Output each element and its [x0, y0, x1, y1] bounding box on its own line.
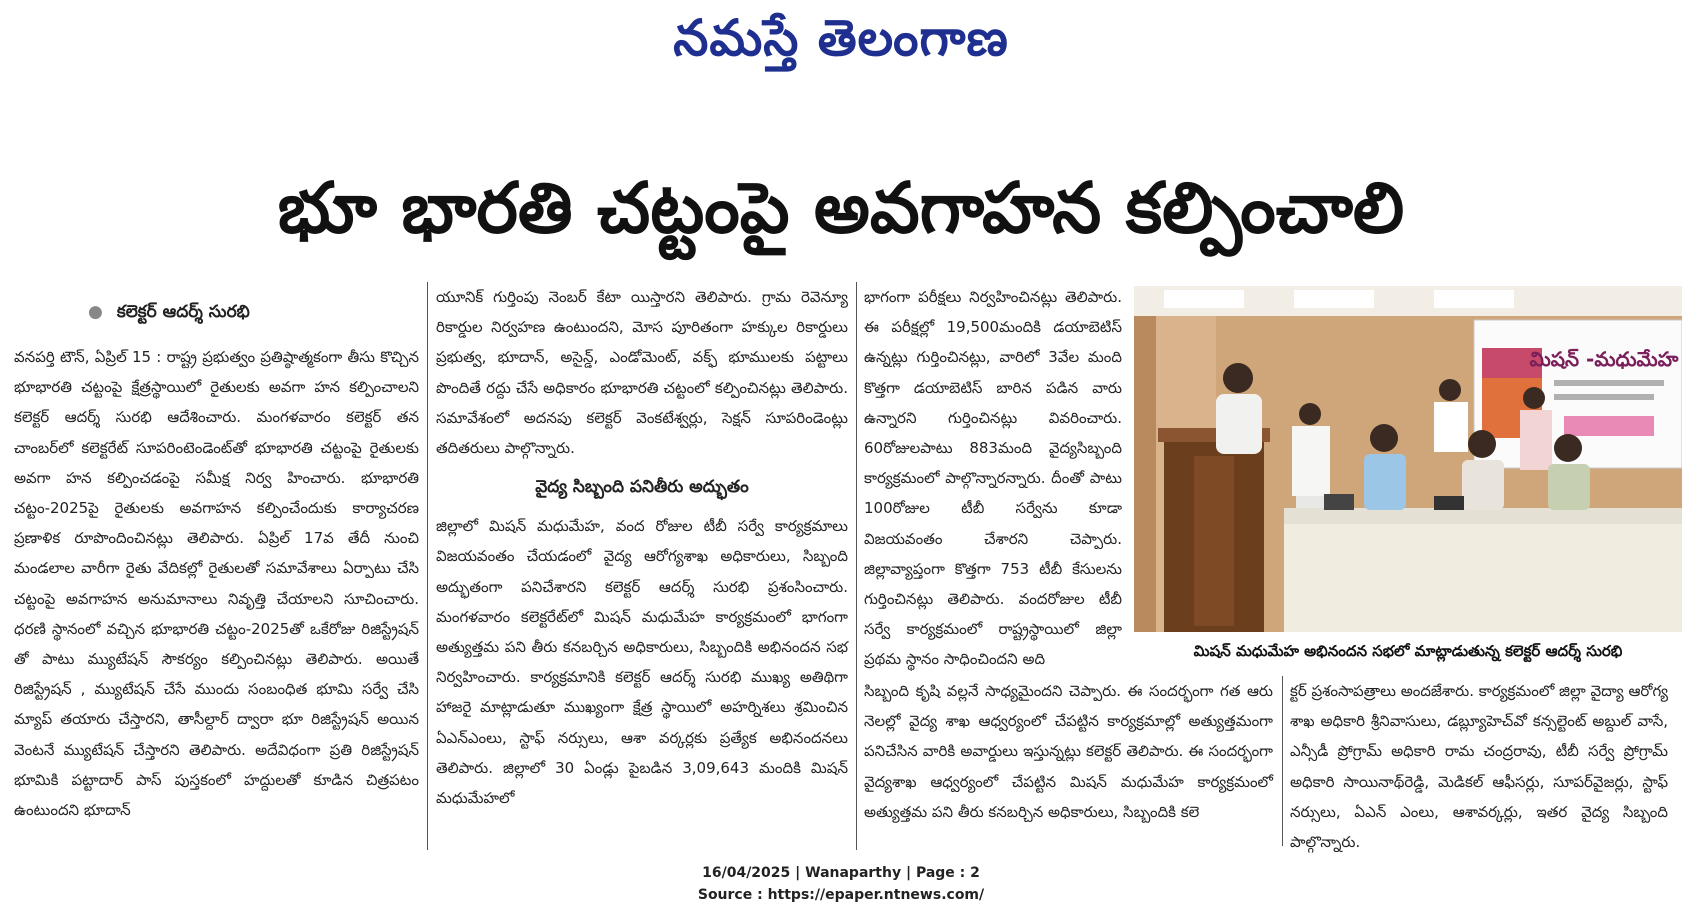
newspaper-masthead: నమస్తే తెలంగాణ — [673, 8, 1009, 67]
column-3b-text: సిబ్బంది కృషి వల్లనే సాధ్యమైందని చెప్పారు. ఈ సందర్భంగా గత ఆరు నెలల్లో వైద్య శాఖ ఆధ్వర్యంలో చేపట్టిన కార్యక్రమాల్లో అత్యుత్తమంగా పనిచేసిన వారికి అవార్డులు ఇస్తున్నట్లు కలెక్టర్ తెలిపారు. ఈ సందర్భంగా వైద్యశాఖ ఆధ్వర్యంలో చేపట్టిన మిషన్ మధుమేహ కార్యక్రమంలో అత్యుత్తమ పని తీరు కనబర్చిన అధికారులు, సిబ్బందికి కలె — [864, 682, 1273, 821]
column-2-top-text: యూనిక్ గుర్తింపు నెంబర్ కేటా యిస్తారని తెలిపారు. గ్రామ రెవెన్యూ రికార్డుల నిర్వహణ ఉంటుందని, మోస పూరితంగా హక్కుల రికార్డులు ప్రభుత్వ, భూదాన్, అసైన్డ్, ఎండోమెంట్, వక్ఫ్ భూములకు పట్టాలు పొందితే రద్దు చేసే అధికారం భూభారతి చట్టంలో కల్పించినట్లు తెలిపారు. సమావేశంలో అదనపు కలెక్టర్ వెంకటేశ్వర్లు, సెక్షన్ సూపరిండెంట్లు తదితరులు పాల్గొన్నారు. — [436, 288, 848, 458]
column-2-bottom-text: జిల్లాలో మిషన్ మధుమేహ, వంద రోజుల టీబీ సర్వే కార్యక్రమాలు విజయవంతం చేయడంలో వైద్య ఆరోగ్యశాఖ అధికారులు, సిబ్బంది అద్భుతంగా పనిచేశారని కలెక్టర్ ఆదర్శ్ సురభి ప్రశంసించారు. మంగళవారం కలెక్టరేట్‌లో మిషన్ మధుమేహ కార్యక్రమంలో భాగంగా అత్యుత్తమ పని తీరు కనబర్చిన అధికారులు, సిబ్బందికి అభినందన సభ నిర్వహించారు. కార్యక్రమానికి కలెక్టర్ ఆదర్శ్ సురభి ముఖ్య అతిథిగా హాజరై మాట్లాడుతూ ముఖ్యంగా క్షేత్ర స్థాయిలో అహర్నిశలు శ్రమించిన ఏఎన్‌ఎంలు, స్టాఫ్ నర్సులు, ఆశా వర్కర్లకు ప్రత్యేక అభినందనలు తెలిపారు. జిల్లాలో 30 ఏండ్లు పైబడిన 3,09,643 మందికి మిషన్ మధుమేహలో — [436, 517, 848, 808]
article-column-3-continued — [864, 676, 1273, 846]
source-link[interactable]: Source : https://epaper.ntnews.com/ — [697, 887, 985, 903]
event-photo-illustration — [1134, 286, 1682, 632]
article-column-4 — [1290, 676, 1668, 852]
column-4-text: క్టర్ ప్రశంసాపత్రాలు అందజేశారు. కార్యక్రమంలో జిల్లా వైద్యా ఆరోగ్య శాఖ అధికారి శ్రీనివాసులు, డబ్ల్యూహెచ్‌వో కన్సల్టెంట్ అబ్దుల్ వాసే, ఎన్సీడీ ప్రోగ్రామ్ అధికారి రామ చంద్రరావు, టీబీ సర్వే ప్రోగ్రామ్ అధికారి సాయినాథ్‌రెడ్డి, మెడికల్ ఆఫీసర్లు, సూపర్‌వైజర్లు, స్టాఫ్ నర్సులు, ఏఎన్ ఎంలు, ఆశావర్కర్లు, ఇతర వైద్య సిబ్బంది పాల్గొన్నారు. — [1290, 682, 1668, 852]
article-column-2 — [436, 282, 848, 847]
page-footer — [0, 862, 1682, 906]
byline — [14, 282, 419, 342]
byline-text: కలెక్టర్ ఆదర్శ్ సురభి — [116, 302, 250, 322]
column-divider — [1282, 676, 1283, 846]
column-1-text: వనపర్తి టౌన్, ఏప్రిల్ 15 : రాష్ట్ర ప్రభుత్వం ప్రతిష్ఠాత్మకంగా తీసు కొచ్చిన భూభారతి చట్టంపై క్షేత్రస్థాయిలో రైతులకు అవగా హన కల్పించాలని కలెక్టర్ ఆదర్శ్ సురభి ఆదేశించారు. మంగళవారం కలెక్టర్ తన చాంబర్‌లో కలెక్టరేట్ సూపరింటెండెంట్‌తో భూభారతి చట్టంపై రైతులకు అవగా హన కల్పించడంపై సమీక్ష నిర్వ హించారు. భూభారతి చట్టం-2025పై రైతులకు అవగాహన కల్పించేందుకు కార్యాచరణ ప్రణాళిక రూపొందించినట్లు తెలిపారు. ఏప్రిల్ 17వ తేదీ నుంచి మండలాల వారీగా రైతు వేదికల్లో రైతులతో సమావేశాలు ఏర్పాటు చేసి చట్టంపై అవగాహన అనుమానాలు నివృత్తి చేయాలని సూచించారు. ధరణి స్థానంలో వచ్చిన భూభారతి చట్టం-2025తో ఒకేరోజు రిజిస్ట్రేషన్ తో పాటు మ్యుటేషన్ సౌకర్యం కల్పించినట్లు తెలిపారు. అయితే రిజిస్ట్రేషన్ , మ్యుటేషన్ చేసే ముందు సంబంధిత భూమి సర్వే చేసి మ్యాప్ తయారు చేస్తారని, తాసీల్దార్ ద్వారా భూ రిజిస్ట్రేషన్ అయిన వెంటనే మ్యుటేషన్ చేస్తారని తెలిపారు. అదేవిధంగా ప్రతి రిజిస్ట్రేషన్ భూమికి పట్టాదార్ పాస్ పుస్తకంలో హద్దులతో కూడిన చిత్రపటం ఉంటుందని భూదాన్ — [14, 348, 419, 820]
photo-caption: మిషన్ మధుమేహ అభినందన సభలో మాట్లాడుతున్న కలెక్టర్ ఆదర్శ్ సురభి — [1193, 642, 1623, 660]
banner-title: మిషన్ -మధుమేహ — [1529, 347, 1679, 371]
column-divider — [856, 282, 857, 850]
article-column-1 — [14, 282, 419, 847]
edition-info: 16/04/2025 | Wanaparthy | Page : 2 — [702, 865, 980, 881]
bullet-icon: ● — [88, 302, 103, 322]
article-column-3 — [864, 282, 1122, 669]
column-3-text: భాగంగా పరీక్షలు నిర్వహించినట్లు తెలిపారు. ఈ పరీక్షల్లో 19,500మందికి డయాబెటిస్ ఉన్నట్లు గుర్తించినట్లు, వారిలో 3వేల మంది కొత్తగా డయాబెటిస్ బారిన పడిన వారు ఉన్నారని గుర్తించినట్లు వివరించారు. 60రోజులపాటు 883మంది వైద్యసిబ్బంది కార్యక్రమంలో పాల్గొన్నారన్నారు. దీంతో పాటు 100రోజుల టీబీ సర్వేను కూడా విజయవంతం చేశారని చెప్పారు. జిల్లావ్యాప్తంగా కొత్తగా 753 టీబీ కేసులను గుర్తించినట్లు తెలిపారు. వందరోజుల టీబీ సర్వే కార్యక్రమంలో రాష్ట్రస్థాయిలో జిల్లా ప్రథమ స్థానం సాధించిందని అది — [864, 288, 1122, 669]
column-divider — [427, 282, 428, 850]
article-headline: భూ భారతి చట్టంపై అవగాహన కల్పించాలి — [277, 167, 1405, 249]
sub-heading: వైద్య సిబ్బంది పనితీరు అద్భుతం — [535, 477, 749, 498]
event-photo — [1134, 286, 1682, 632]
